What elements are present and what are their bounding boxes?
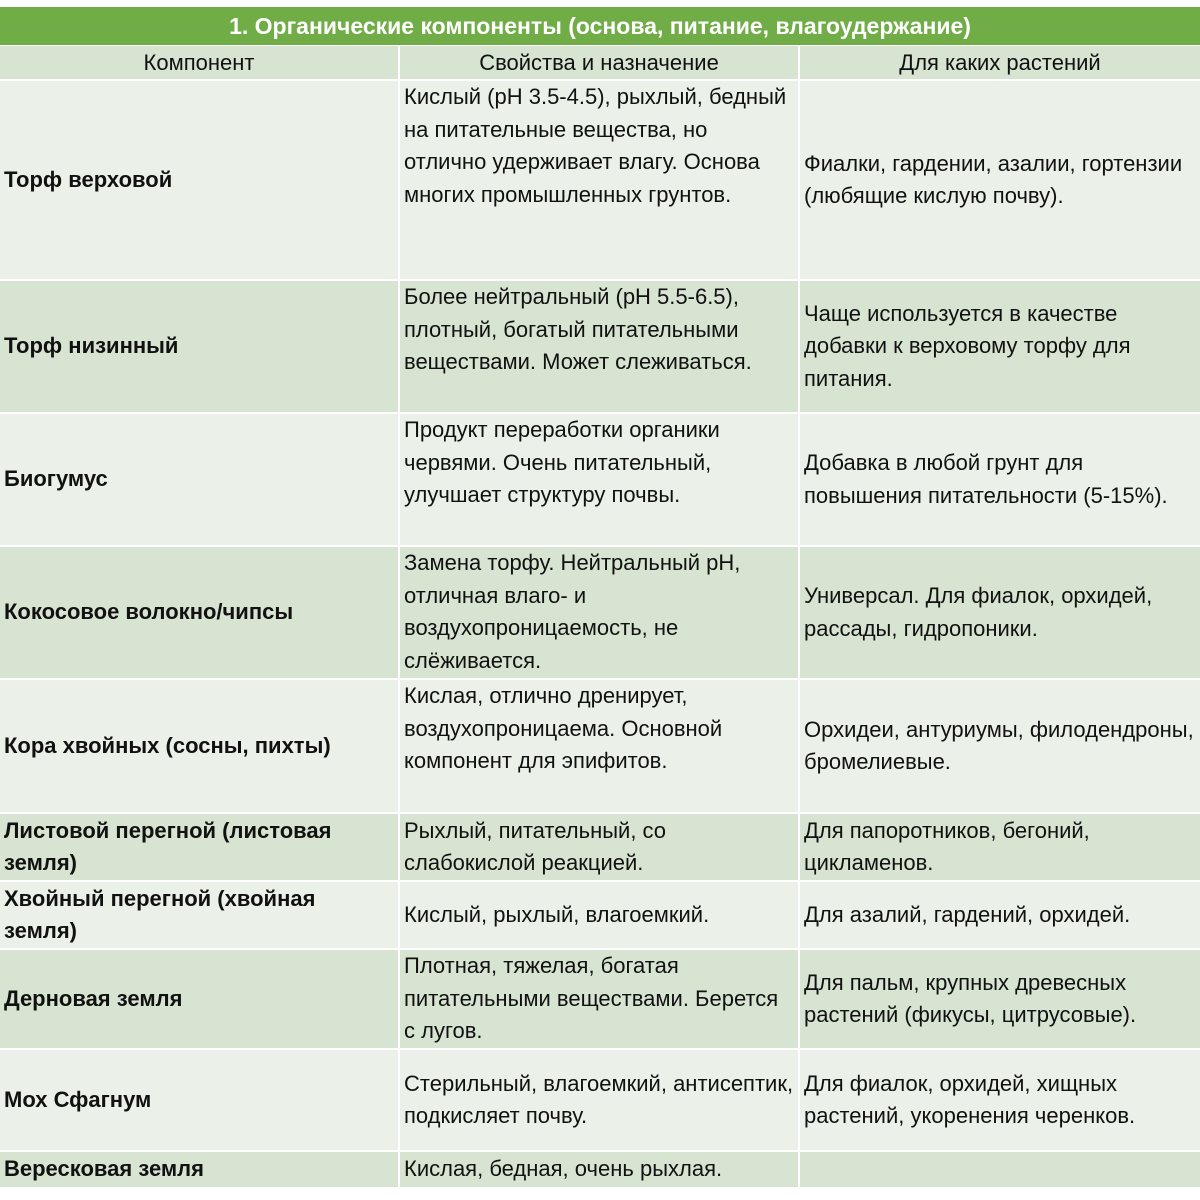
table-row — [0, 1152, 1200, 1187]
component-properties — [398, 1050, 798, 1150]
properties-text: Замена торфу. Нейтральный pH, отличная влаго- и воздухопроницаемость, не слёживается. — [404, 550, 741, 673]
component-plants: Для пальм, крупных древесных растений (фикусы, цитрусовые). — [798, 950, 1200, 1048]
component-properties — [398, 882, 798, 948]
header-plants: Для каких растений — [798, 46, 1200, 79]
component-plants: Для папоротников, бегоний, цикламенов. — [798, 814, 1200, 880]
properties-text: Рыхлый, питательный, со слабокислой реакцией. — [404, 817, 667, 875]
table-row — [0, 882, 1200, 950]
properties-text: Кислый (pH 3.5-4.5), рыхлый, бедный на питательные вещества, но отлично удерживает влагу. Основа многих промышленных грунтов. — [404, 84, 787, 207]
component-plants: Добавка в любой грунт для повышения питательности (5-15%). — [798, 414, 1200, 545]
properties-text: Кислый, рыхлый, влагоемкий. — [404, 901, 710, 927]
table-row — [0, 547, 1200, 680]
component-plants — [798, 1152, 1200, 1187]
component-name: Дерновая земля — [4, 985, 183, 1011]
component-name: Кокосовое волокно/чипсы — [4, 599, 294, 625]
component-name: Кора хвойных (сосны, пихты) — [4, 732, 331, 758]
component-name: Листовой перегной (листовая земля) — [4, 817, 332, 875]
component-properties — [398, 81, 798, 279]
component-properties — [398, 680, 798, 812]
component-properties — [398, 950, 798, 1048]
component-name: Торф верховой — [4, 166, 173, 192]
component-plants: Для фиалок, орхидей, хищных растений, укоренения черенков. — [798, 1050, 1200, 1150]
organic-components-table — [0, 7, 1200, 1187]
properties-text: Кислая, бедная, очень рыхлая. — [404, 1156, 723, 1182]
table-row — [0, 1050, 1200, 1152]
component-plants: Фиалки, гардении, азалии, гортензии (любящие кислую почву). — [798, 81, 1200, 279]
component-plants: Для азалий, гардений, орхидей. — [798, 882, 1200, 948]
table-header-row — [0, 46, 1200, 81]
properties-text: Плотная, тяжелая, богатая питательными веществами. Берется с лугов. — [404, 953, 779, 1044]
properties-text: Стерильный, влагоемкий, антисептик, подкисляет почву. — [404, 1070, 794, 1128]
component-plants: Универсал. Для фиалок, орхидей, рассады, гидропоники. — [798, 547, 1200, 678]
header-component: Компонент — [143, 50, 255, 75]
header-properties: Свойства и назначение — [398, 46, 798, 79]
component-properties — [398, 814, 798, 880]
component-name: Хвойный перегной (хвойная земля) — [4, 885, 316, 943]
table-row — [0, 814, 1200, 882]
properties-text: Продукт переработки органики червями. Очень питательный, улучшает структуру почвы. — [404, 417, 720, 507]
component-properties — [398, 414, 798, 545]
table-row — [0, 281, 1200, 414]
table-row — [0, 680, 1200, 814]
component-properties — [398, 547, 798, 678]
properties-text: Более нейтральный (pH 5.5-6.5), плотный, богатый питательными веществами. Может слеживаться. — [404, 284, 752, 374]
table-row — [0, 950, 1200, 1050]
component-properties — [398, 281, 798, 412]
table-row — [0, 81, 1200, 281]
component-name: Торф низинный — [4, 333, 179, 359]
component-plants: Орхидеи, антуриумы, филодендроны, бромелиевые. — [798, 680, 1200, 812]
table-row — [0, 414, 1200, 547]
component-name: Вересковая земля — [4, 1156, 204, 1182]
component-name: Мох Сфагнум — [4, 1086, 152, 1112]
component-plants: Чаще используется в качестве добавки к верховому торфу для питания. — [798, 281, 1200, 412]
properties-text: Кислая, отлично дренирует, воздухопроницаема. Основной компонент для эпифитов. — [404, 683, 723, 773]
table-title: 1. Органические компоненты (основа, питание, влагоудержание) — [0, 7, 1200, 46]
component-name: Биогумус — [4, 466, 108, 492]
component-properties — [398, 1152, 798, 1187]
